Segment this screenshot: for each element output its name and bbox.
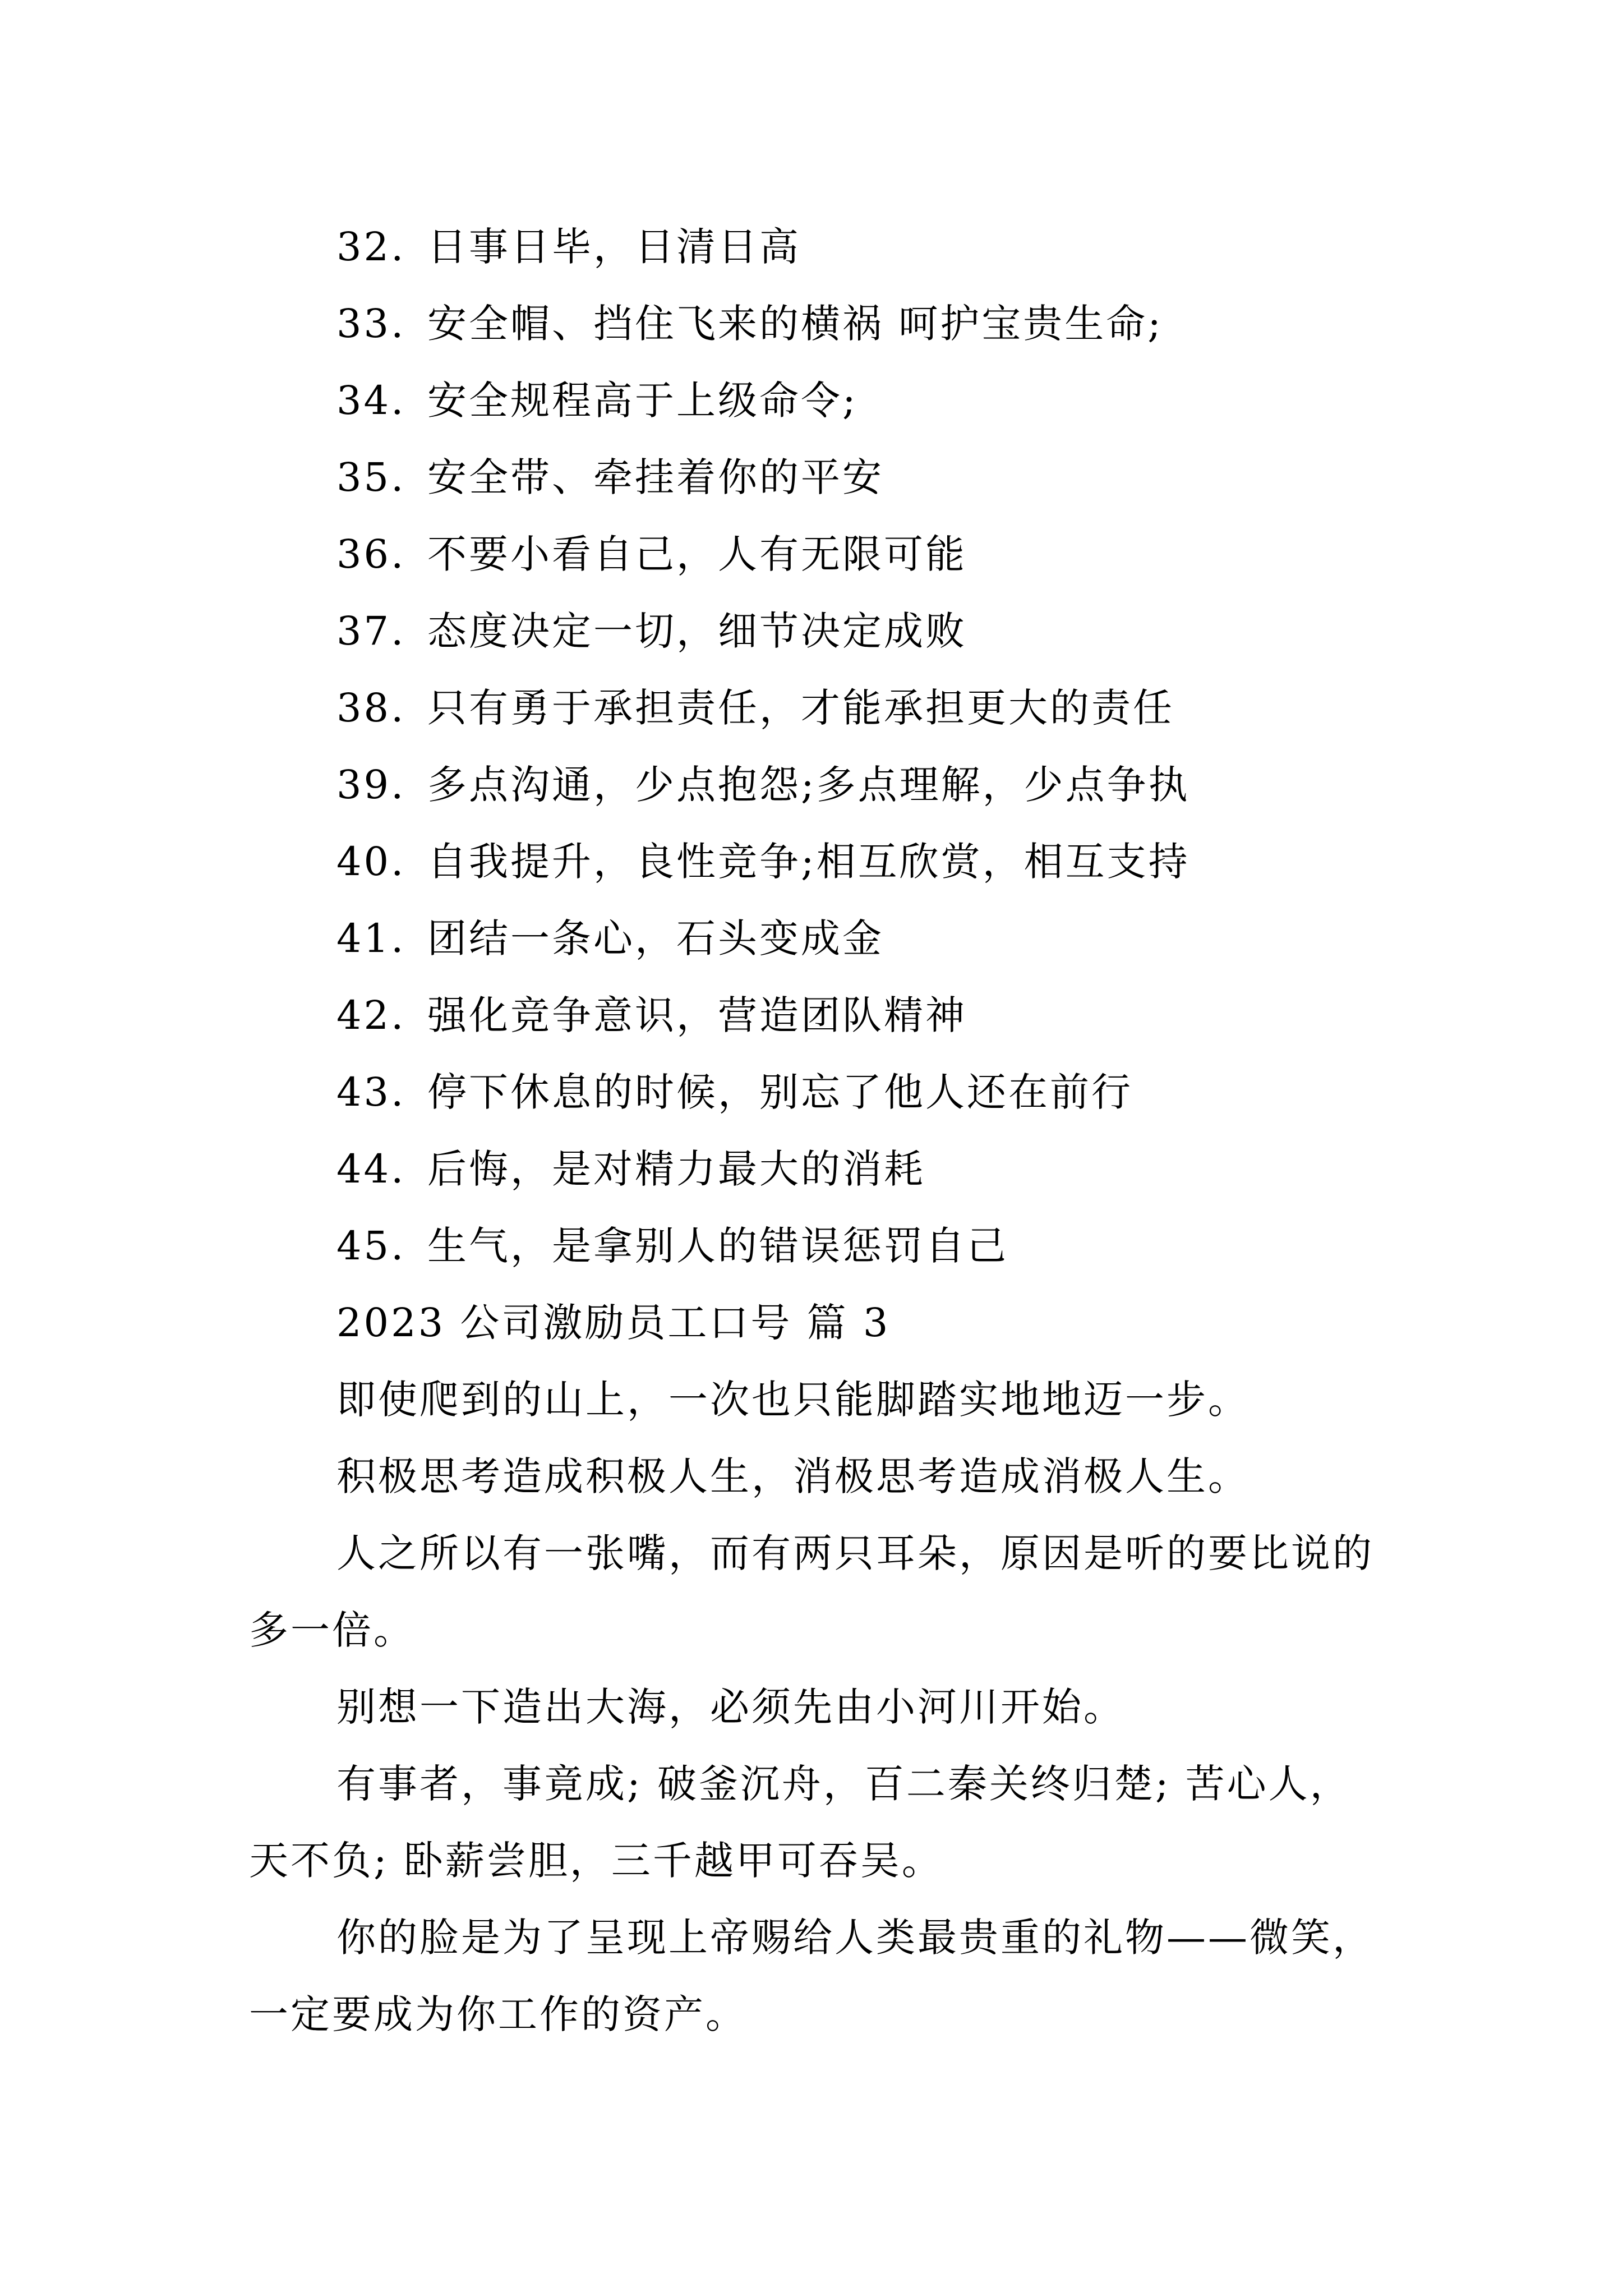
list-item-number: 32.: [336, 224, 406, 270]
section-heading: 2023 公司激励员工口号 篇 3: [336, 1300, 891, 1346]
list-item-number: 39.: [336, 762, 406, 808]
list-item: [249, 362, 1393, 439]
list-item: [249, 1208, 1393, 1285]
list-item-text: 不要小看自己，人有无限可能: [427, 531, 967, 577]
list-item-text: 日事日毕，日清日高: [427, 224, 801, 270]
paragraph: 即使爬到的山上，一次也只能脚踏实地地迈一步。: [336, 1377, 1249, 1423]
list-item-text: 停下休息的时候，别忘了他人还在前行: [427, 1069, 1133, 1115]
list-item-number: 35.: [336, 454, 406, 500]
list-item-text: 多点沟通，少点抱怨;多点理解，少点争执: [427, 762, 1190, 808]
list-item: [249, 209, 1393, 286]
list-item-text: 安全规程高于上级命令;: [427, 378, 858, 424]
document-content: [249, 209, 1393, 2053]
list-item: [249, 286, 1393, 362]
list-item-number: 40.: [336, 839, 406, 885]
list-item-text: 安全帽、挡住飞来的横祸 呵护宝贵生命;: [427, 301, 1163, 347]
list-item: [249, 670, 1393, 747]
list-item: [249, 439, 1393, 516]
list-item-text: 后悔，是对精力最大的消耗: [427, 1146, 925, 1192]
list-item-text: 只有勇于承担责任，才能承担更大的责任: [427, 685, 1174, 731]
list-item-number: 45.: [336, 1223, 406, 1269]
list-item: [249, 900, 1393, 977]
paragraph: 有事者，事竟成; 破釜沉舟，百二秦关终归楚; 苦心人，天不负; 卧薪尝胆，三千越甲可吞吴。: [249, 1761, 1352, 1884]
list-item: [249, 1054, 1393, 1131]
list-item: [249, 1131, 1393, 1208]
list-item: [249, 823, 1393, 900]
list-item: [249, 516, 1393, 593]
list-item-number: 33.: [336, 301, 406, 347]
list-item-text: 强化竞争意识，营造团队精神: [427, 992, 967, 1038]
list-item: [249, 593, 1393, 670]
paragraph: 积极思考造成积极人生，消极思考造成消极人生。: [336, 1453, 1249, 1499]
list-item-number: 41.: [336, 915, 406, 961]
paragraph: 你的脸是为了呈现上帝赐给人类最贵重的礼物——微笑，一定要成为你工作的资产。: [249, 1915, 1374, 2037]
list-item-number: 37.: [336, 608, 406, 654]
list-item-text: 团结一条心，石头变成金: [427, 915, 884, 961]
list-item-number: 43.: [336, 1069, 406, 1115]
list-item-number: 38.: [336, 685, 406, 731]
paragraph: 别想一下造出大海，必须先由小河川开始。: [336, 1684, 1125, 1730]
list-item: [249, 747, 1393, 823]
list-item-number: 42.: [336, 992, 406, 1038]
list-item-number: 44.: [336, 1146, 406, 1192]
list-item-text: 态度决定一切，细节决定成败: [427, 608, 967, 654]
list-item-text: 安全带、牵挂着你的平安: [427, 454, 884, 500]
paragraph: 人之所以有一张嘴，而有两只耳朵，原因是听的要比说的多一倍。: [249, 1530, 1374, 1653]
list-item-text: 生气，是拿别人的错误惩罚自己: [427, 1223, 1008, 1269]
list-item-number: 34.: [336, 378, 406, 424]
list-item-text: 自我提升，良性竞争;相互欣赏，相互支持: [427, 839, 1190, 885]
list-item: [249, 977, 1393, 1054]
list-item-number: 36.: [336, 531, 406, 577]
